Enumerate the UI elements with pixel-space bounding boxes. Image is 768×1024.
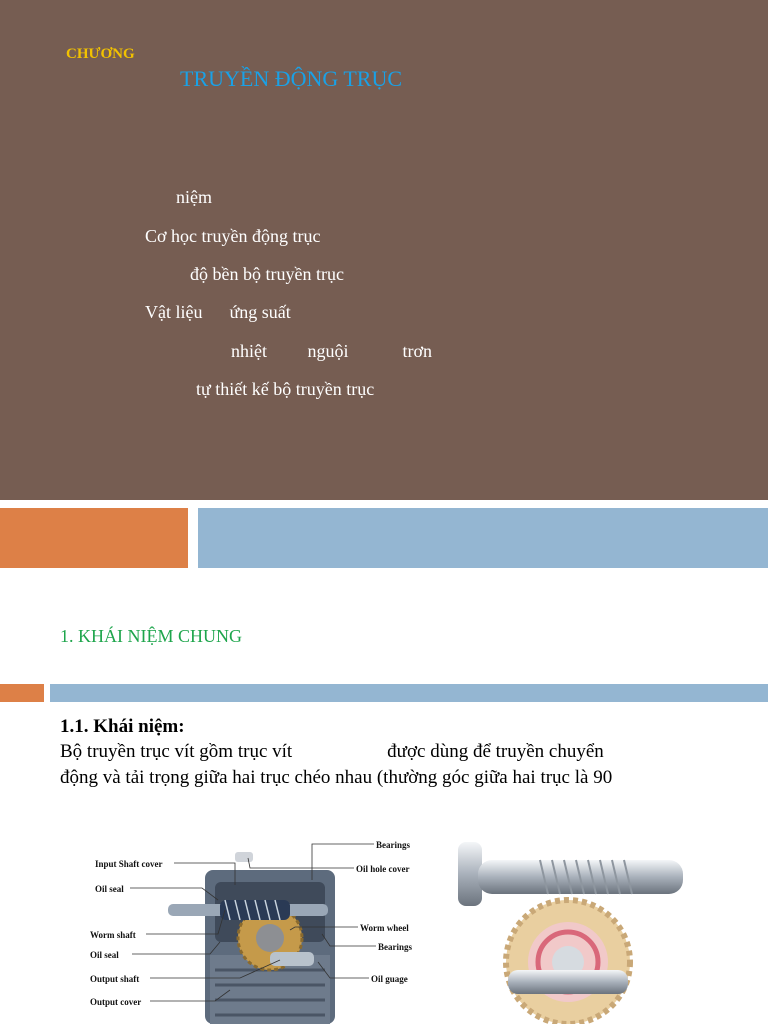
accent-bar-orange — [0, 508, 188, 568]
chapter-title: TRUYỀN ĐỘNG TRỤC — [180, 66, 403, 91]
section-heading: 1. KHÁI NIỆM CHUNG — [60, 626, 242, 646]
label-oil-seal-2: Oil seal — [90, 950, 119, 960]
toc-item-4: Vật liệu ứng suất — [145, 302, 291, 322]
label-oil-guage: Oil guage — [371, 974, 408, 984]
label-worm-shaft: Worm shaft — [90, 930, 136, 940]
worm-gear-illustration — [450, 830, 690, 1024]
label-bearings-mid: Bearings — [378, 942, 413, 952]
toc-item-5: nhiệt nguội trơn — [231, 341, 433, 361]
worm-gearbox-diagram — [90, 830, 425, 1024]
accent-bar-blue — [198, 508, 768, 568]
chapter-label: CHƯƠNG — [66, 46, 135, 62]
label-output-cover: Output cover — [90, 997, 142, 1007]
label-worm-wheel: Worm wheel — [360, 923, 409, 933]
body-text-line-1: Bộ truyền trục vít gồm trục vít được dùng để truyền chuyển — [60, 741, 604, 762]
accent-bar-orange-small — [0, 684, 44, 702]
toc-item-1: niệm — [176, 187, 212, 207]
label-oil-hole-cover: Oil hole cover — [356, 864, 410, 874]
label-bearings-top: Bearings — [376, 840, 411, 850]
toc-item-2: Cơ học truyền động trục — [145, 226, 321, 246]
toc-item-6: tự thiết kế bộ truyền trục — [196, 379, 375, 399]
label-input-shaft-cover: Input Shaft cover — [95, 859, 163, 869]
label-oil-seal-1: Oil seal — [95, 884, 124, 894]
body-text-line-2: động và tải trọng giữa hai trục chéo nhau (thường góc giữa hai trục là 90 — [60, 767, 613, 788]
toc-item-3: độ bền bộ truyền trục — [190, 264, 344, 284]
accent-bar-blue-small — [50, 684, 768, 702]
title-slide — [0, 0, 768, 500]
subsection-heading: 1.1. Khái niệm: — [60, 716, 185, 737]
label-output-shaft: Output shaft — [90, 974, 140, 984]
